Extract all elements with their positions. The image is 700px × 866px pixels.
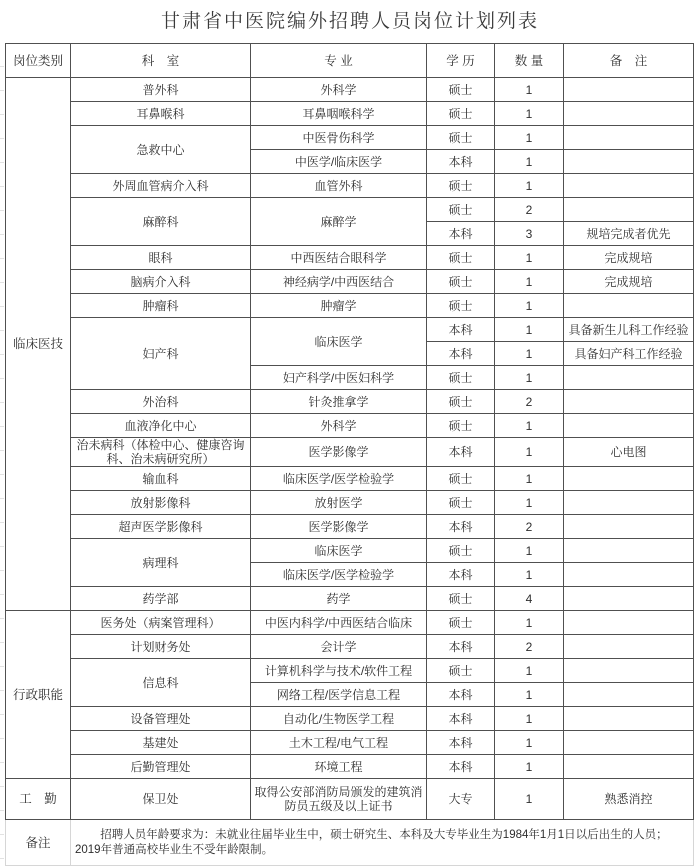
note-cell — [564, 707, 694, 731]
count-cell: 1 — [495, 707, 564, 731]
major-cell: 耳鼻咽喉科学 — [251, 102, 427, 126]
major-cell: 临床医学/医学检验学 — [251, 563, 427, 587]
major-cell: 取得公安部消防局颁发的建筑消防员五级及以上证书 — [251, 779, 427, 820]
major-cell: 外科学 — [251, 414, 427, 438]
department-cell: 普外科 — [71, 78, 251, 102]
major-cell: 临床医学 — [251, 539, 427, 563]
department-cell: 保卫处 — [71, 779, 251, 820]
note-cell — [564, 126, 694, 150]
table-row — [6, 587, 694, 611]
degree-cell: 硕士 — [427, 539, 495, 563]
header-count: 数 量 — [495, 44, 564, 78]
note-cell — [564, 731, 694, 755]
degree-cell: 大专 — [427, 779, 495, 820]
major-cell: 中医学/临床医学 — [251, 150, 427, 174]
count-cell: 2 — [495, 198, 564, 222]
note-cell: 具备新生儿科工作经验 — [564, 318, 694, 342]
degree-cell: 硕士 — [427, 587, 495, 611]
major-cell: 临床医学 — [251, 318, 427, 366]
category-cell: 临床医技 — [6, 78, 71, 611]
count-cell: 1 — [495, 438, 564, 467]
recruitment-plan-table — [5, 43, 694, 866]
table-header-row — [6, 44, 694, 78]
degree-cell: 本科 — [427, 635, 495, 659]
table-row — [6, 707, 694, 731]
note-cell — [564, 467, 694, 491]
table-row — [6, 390, 694, 414]
degree-cell: 硕士 — [427, 414, 495, 438]
degree-cell: 硕士 — [427, 174, 495, 198]
department-cell: 急救中心 — [71, 126, 251, 174]
note-cell — [564, 683, 694, 707]
count-cell: 1 — [495, 342, 564, 366]
count-cell: 1 — [495, 467, 564, 491]
major-cell: 麻醉学 — [251, 198, 427, 246]
degree-cell: 硕士 — [427, 294, 495, 318]
note-cell — [564, 611, 694, 635]
header-major: 专 业 — [251, 44, 427, 78]
department-cell: 耳鼻喉科 — [71, 102, 251, 126]
table-row — [6, 246, 694, 270]
major-cell: 药学 — [251, 587, 427, 611]
degree-cell: 硕士 — [427, 78, 495, 102]
count-cell: 1 — [495, 611, 564, 635]
count-cell: 1 — [495, 563, 564, 587]
count-cell: 4 — [495, 587, 564, 611]
count-cell: 2 — [495, 515, 564, 539]
count-cell: 1 — [495, 174, 564, 198]
count-cell: 1 — [495, 683, 564, 707]
major-cell: 临床医学/医学检验学 — [251, 467, 427, 491]
table-row — [6, 414, 694, 438]
table-row — [6, 78, 694, 102]
degree-cell: 本科 — [427, 318, 495, 342]
major-cell: 血管外科 — [251, 174, 427, 198]
major-cell: 放射医学 — [251, 491, 427, 515]
major-cell: 肿瘤学 — [251, 294, 427, 318]
category-cell: 工 勤 — [6, 779, 71, 820]
table-row — [6, 755, 694, 779]
note-cell — [564, 390, 694, 414]
note-cell — [564, 294, 694, 318]
table-row — [6, 438, 694, 467]
count-cell: 1 — [495, 294, 564, 318]
count-cell: 2 — [495, 635, 564, 659]
note-cell — [564, 563, 694, 587]
note-cell: 规培完成者优先 — [564, 222, 694, 246]
degree-cell: 本科 — [427, 438, 495, 467]
degree-cell: 本科 — [427, 342, 495, 366]
degree-cell: 硕士 — [427, 270, 495, 294]
note-cell — [564, 414, 694, 438]
count-cell: 3 — [495, 222, 564, 246]
note-cell — [564, 78, 694, 102]
count-cell: 1 — [495, 246, 564, 270]
degree-cell: 硕士 — [427, 611, 495, 635]
note-cell — [564, 635, 694, 659]
note-cell — [564, 174, 694, 198]
count-cell: 1 — [495, 366, 564, 390]
note-cell — [564, 491, 694, 515]
count-cell: 1 — [495, 779, 564, 820]
table-row — [6, 270, 694, 294]
department-cell: 设备管理处 — [71, 707, 251, 731]
category-cell: 行政职能 — [6, 611, 71, 779]
department-cell: 后勤管理处 — [71, 755, 251, 779]
count-cell: 1 — [495, 539, 564, 563]
degree-cell: 硕士 — [427, 102, 495, 126]
major-cell: 中医内科学/中西医结合临床 — [251, 611, 427, 635]
table-row — [6, 635, 694, 659]
note-cell — [564, 755, 694, 779]
degree-cell: 硕士 — [427, 126, 495, 150]
note-cell — [564, 515, 694, 539]
note-cell: 完成规培 — [564, 270, 694, 294]
count-cell: 1 — [495, 659, 564, 683]
table-row — [6, 102, 694, 126]
degree-cell: 硕士 — [427, 246, 495, 270]
table-row — [6, 126, 694, 150]
degree-cell: 硕士 — [427, 366, 495, 390]
count-cell: 1 — [495, 126, 564, 150]
degree-cell: 本科 — [427, 515, 495, 539]
major-cell: 计算机科学与技术/软件工程 — [251, 659, 427, 683]
degree-cell: 本科 — [427, 683, 495, 707]
count-cell: 1 — [495, 78, 564, 102]
department-cell: 信息科 — [71, 659, 251, 707]
major-cell: 医学影像学 — [251, 438, 427, 467]
count-cell: 1 — [495, 318, 564, 342]
department-cell: 外治科 — [71, 390, 251, 414]
table-row — [6, 491, 694, 515]
table-row — [6, 659, 694, 683]
count-cell: 1 — [495, 102, 564, 126]
page-title: 甘肃省中医院编外招聘人员岗位计划列表 — [160, 11, 539, 32]
major-cell: 自动化/生物医学工程 — [251, 707, 427, 731]
note-cell — [564, 587, 694, 611]
spreadsheet-gridlines — [0, 43, 4, 864]
major-cell: 中医骨伤科学 — [251, 126, 427, 150]
count-cell: 1 — [495, 755, 564, 779]
footer-label: 备注 — [6, 820, 71, 866]
department-cell: 超声医学影像科 — [71, 515, 251, 539]
major-cell: 神经病学/中西医结合 — [251, 270, 427, 294]
note-cell — [564, 102, 694, 126]
degree-cell: 本科 — [427, 755, 495, 779]
department-cell: 药学部 — [71, 587, 251, 611]
degree-cell: 硕士 — [427, 491, 495, 515]
major-cell: 妇产科学/中医妇科学 — [251, 366, 427, 390]
department-cell: 眼科 — [71, 246, 251, 270]
major-cell: 会计学 — [251, 635, 427, 659]
table-row — [6, 318, 694, 342]
count-cell: 1 — [495, 491, 564, 515]
count-cell: 1 — [495, 270, 564, 294]
department-cell: 基建处 — [71, 731, 251, 755]
count-cell: 1 — [495, 150, 564, 174]
count-cell: 1 — [495, 731, 564, 755]
department-cell: 血液净化中心 — [71, 414, 251, 438]
note-cell: 心电图 — [564, 438, 694, 467]
table-row — [6, 198, 694, 222]
note-cell — [564, 366, 694, 390]
note-cell — [564, 539, 694, 563]
department-cell: 病理科 — [71, 539, 251, 587]
note-cell: 具备妇产科工作经验 — [564, 342, 694, 366]
note-cell — [564, 198, 694, 222]
degree-cell: 本科 — [427, 707, 495, 731]
degree-cell: 本科 — [427, 563, 495, 587]
note-cell — [564, 659, 694, 683]
major-cell: 环境工程 — [251, 755, 427, 779]
count-cell: 1 — [495, 414, 564, 438]
footer-remarks-row — [6, 820, 694, 866]
department-cell: 肿瘤科 — [71, 294, 251, 318]
count-cell: 2 — [495, 390, 564, 414]
major-cell: 外科学 — [251, 78, 427, 102]
table-row — [6, 731, 694, 755]
table-row — [6, 294, 694, 318]
table-row — [6, 539, 694, 563]
degree-cell: 硕士 — [427, 198, 495, 222]
degree-cell: 本科 — [427, 150, 495, 174]
table-body — [6, 78, 694, 820]
footer-text: 招聘人员年龄要求为：未就业往届毕业生中，硕士研究生、本科及大专毕业生为1984年1月1日以后出生的人员；2019年普通高校毕业生不受年龄限制。 — [71, 820, 694, 866]
major-cell: 网络工程/医学信息工程 — [251, 683, 427, 707]
department-cell: 医务处（病案管理科） — [71, 611, 251, 635]
major-cell: 针灸推拿学 — [251, 390, 427, 414]
note-cell: 完成规培 — [564, 246, 694, 270]
table-row — [6, 779, 694, 820]
header-note: 备 注 — [564, 44, 694, 78]
department-cell: 妇产科 — [71, 318, 251, 390]
department-cell: 脑病介入科 — [71, 270, 251, 294]
degree-cell: 硕士 — [427, 390, 495, 414]
table-row — [6, 515, 694, 539]
department-cell: 放射影像科 — [71, 491, 251, 515]
degree-cell: 本科 — [427, 731, 495, 755]
table-row — [6, 611, 694, 635]
header-category: 岗位类别 — [6, 44, 71, 78]
department-cell: 麻醉科 — [71, 198, 251, 246]
major-cell: 土木工程/电气工程 — [251, 731, 427, 755]
note-cell — [564, 150, 694, 174]
table-row — [6, 467, 694, 491]
department-cell: 计划财务处 — [71, 635, 251, 659]
degree-cell: 硕士 — [427, 467, 495, 491]
header-department: 科 室 — [71, 44, 251, 78]
department-cell: 治未病科（体检中心、健康咨询科、治未病研究所） — [71, 438, 251, 467]
major-cell: 医学影像学 — [251, 515, 427, 539]
department-cell: 外周血管病介入科 — [71, 174, 251, 198]
degree-cell: 硕士 — [427, 659, 495, 683]
department-cell: 输血科 — [71, 467, 251, 491]
table-row — [6, 174, 694, 198]
major-cell: 中西医结合眼科学 — [251, 246, 427, 270]
note-cell: 熟悉消控 — [564, 779, 694, 820]
header-degree: 学 历 — [427, 44, 495, 78]
degree-cell: 本科 — [427, 222, 495, 246]
